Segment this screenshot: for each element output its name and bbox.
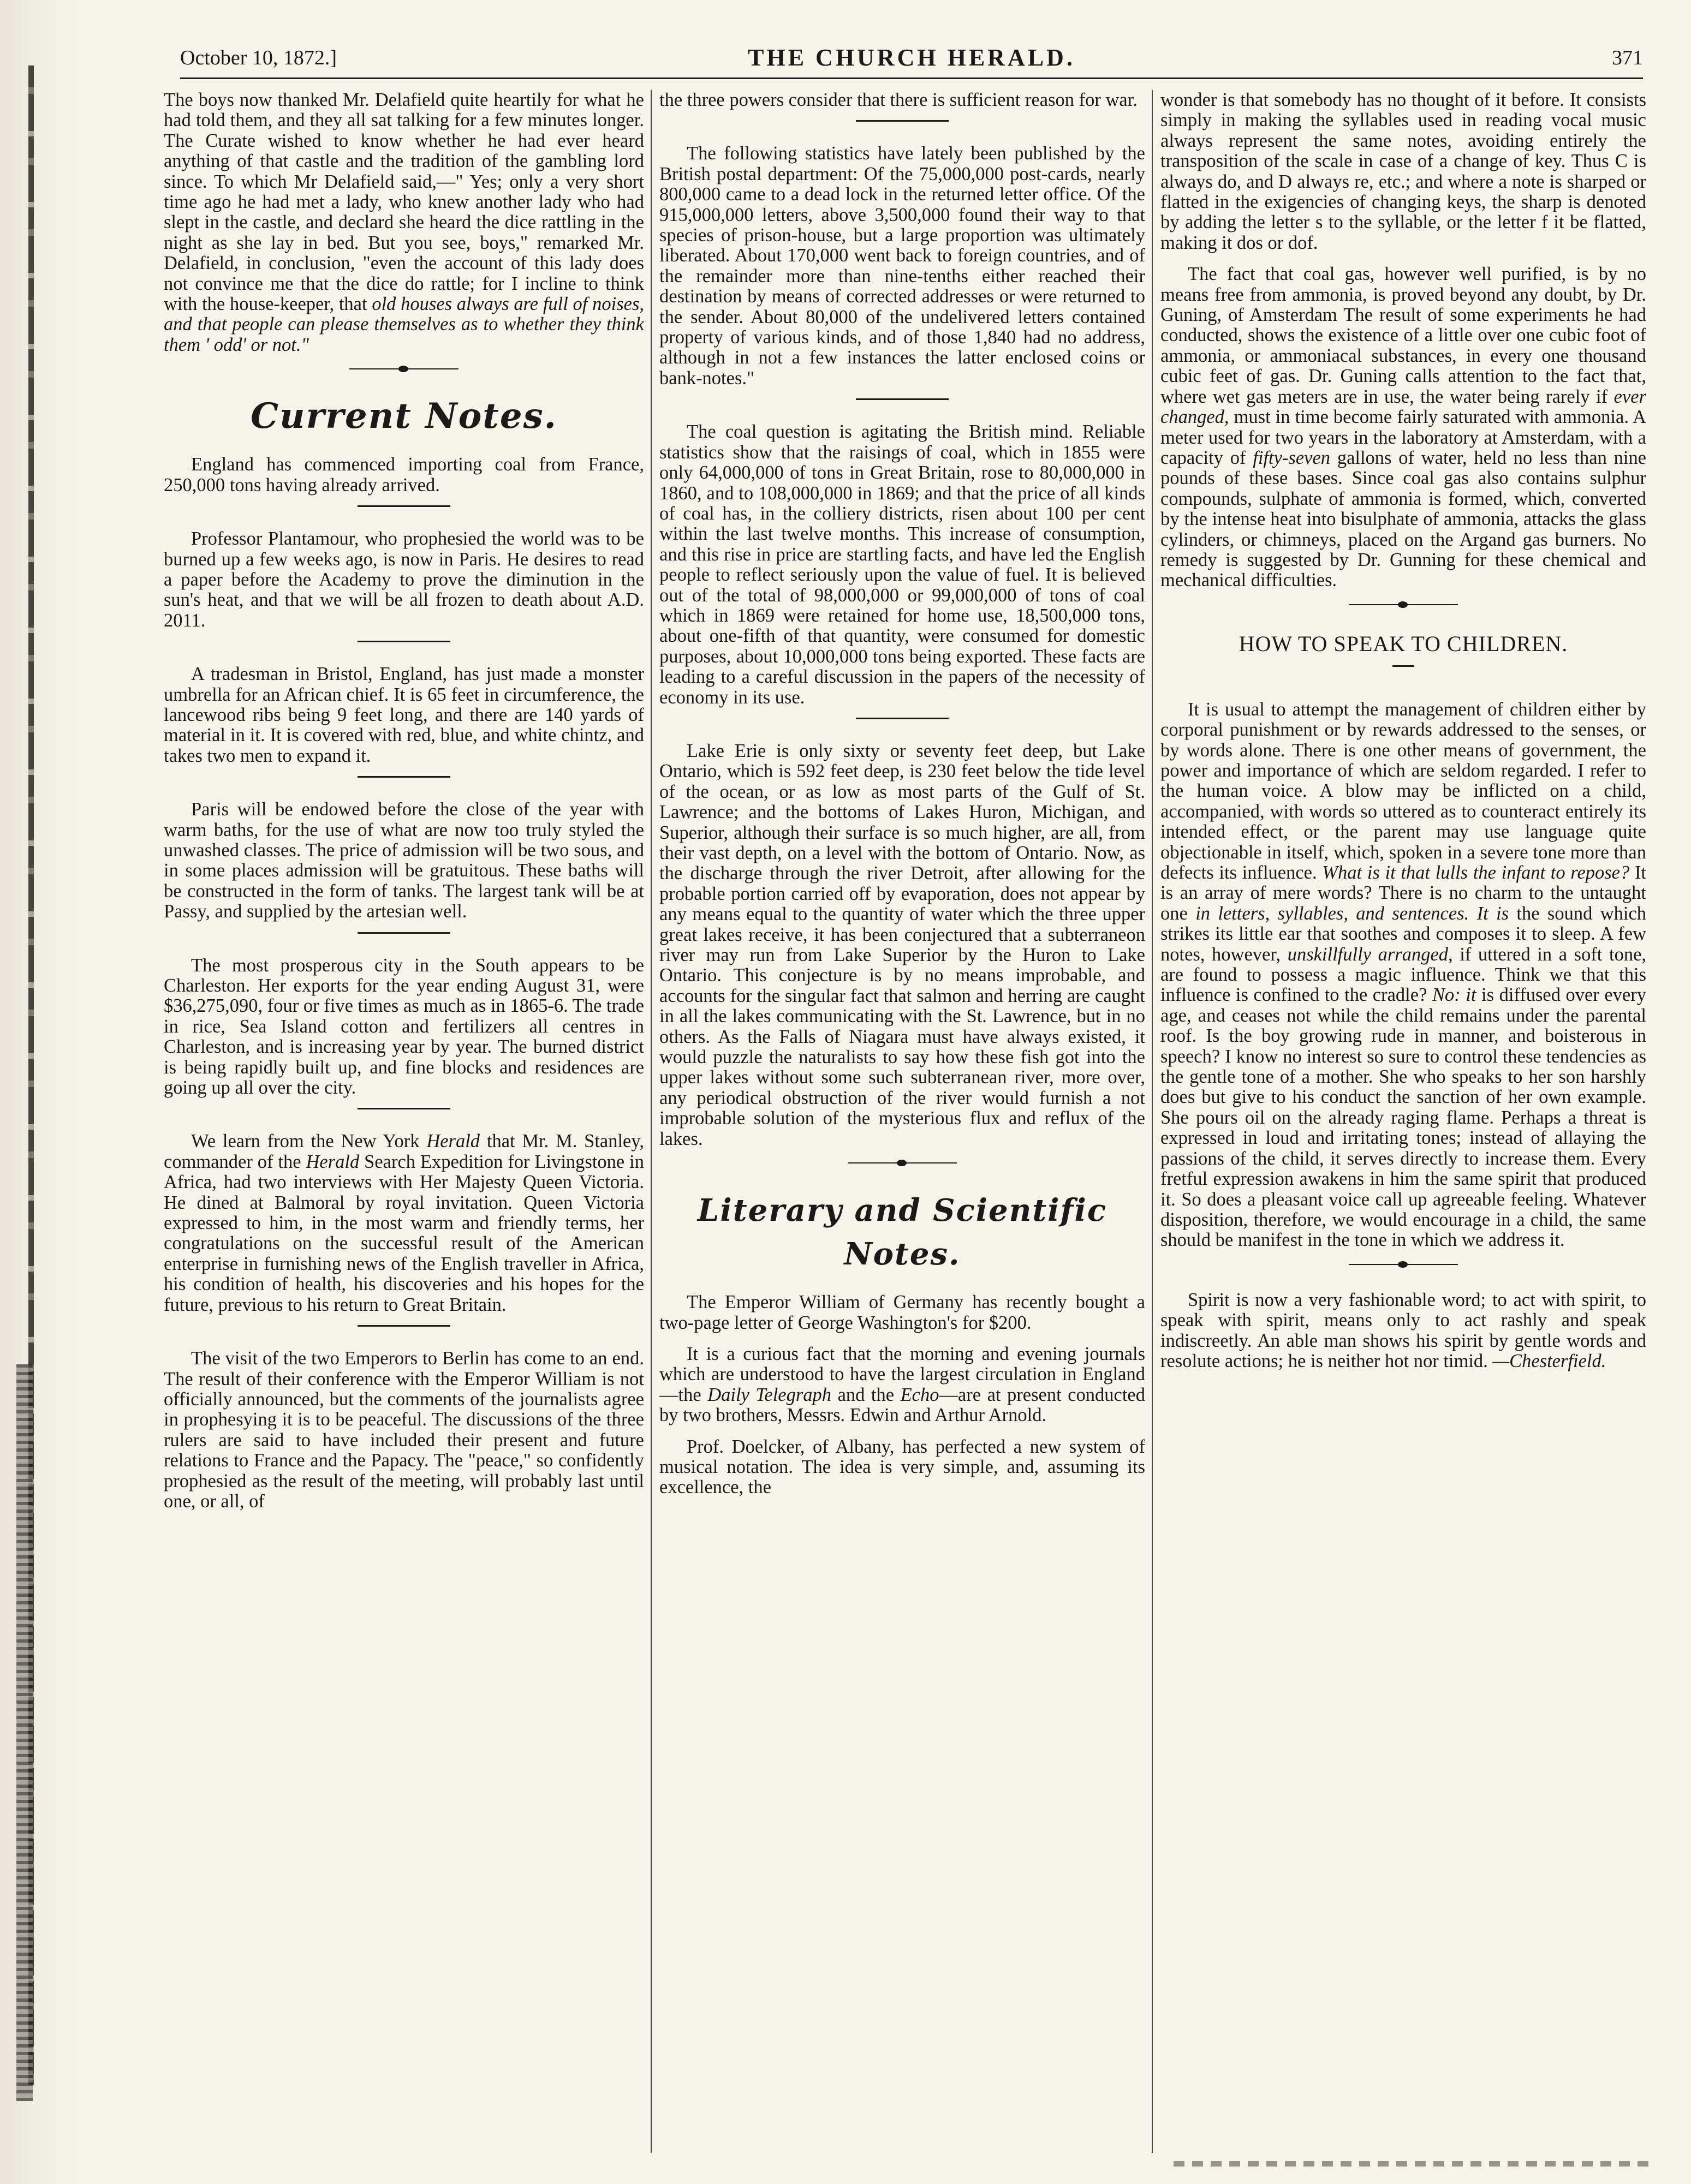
separator-rule [358,1325,450,1327]
article-doelcker: Prof. Doelcker, of Albany, has perfected a new system of musical notation. The idea is very simple, and, assuming its excellence, the [659,1436,1145,1498]
section-heading-current-notes: Current Notes. [251,396,557,437]
separator-ornament [1349,1261,1458,1268]
article-emperors-continued: the three powers consider that there is sufficient reason for war. [659,90,1138,110]
article-coal-gas: The fact that coal gas, however well purified, is by no means free from ammonia, is proved beyond any doubt, by Dr. Guning, of Amsterdam The result of some experiments he had conducted, shows the existence of a little over one cubic foot of ammonia, or ammoniacal substances, in every one thousand cubic feet of gas. Dr. Guning calls attention to the fact that, where wet gas meters are in use, the water being rarely if ever changed, must in time become fairly saturated with ammonia. A meter used for two years in the laboratory at Amsterdam, with a capacity of fifty-seven gallons of water, held no less than nine pounds of these bases. Since coal gas also contains sulphur compounds, sulphate of ammonia is formed, which, converted by the intense heat into bisulphate of ammonia, attacks the glass cylinders, or chimneys, placed on the Argand gas burners. No remedy is suggested by Dr. Gunning for these chemical and mechanical difficulties. [1160,264,1646,591]
article-plantamour: Professor Plantamour, who prophesied the world was to be burned up a few weeks ago, is now in Paris. He desires to read a paper before the Academy to prove the diminution in the sun's heat, and that we will be all frozen to death about A.D. 2011. [164,528,644,631]
article-speak-to-children: It is usual to attempt the management of children either by corporal punishment or by rewards addressed to the senses, or by words alone. There is one other means of government, the power and importance of which are seldom regarded. I refer to the human voice. A blow may be inflicted on a child, accompanied, with words so uttered as to counteract entirely its intended effect, or the parent may use language quite objectionable in itself, which, spoken in a severe tone more than defects its influence. What is it that lulls the infant to repose? It is an array of mere words? There is no charm to the untaught one in letters, syllables, and sentences. It is the sound which strikes its little ear that soothes and composes it to sleep. A few notes, however, unskillfully arranged, if uttered in a soft tone, are found to possess a magic influence. Think we that this influence is confined to the cradle? No: it is diffused over every age, and ceases not while the child remains under the parental roof. Is the boy growing rude in manner, and boisterous in speech? I know no interest so sure to control these tendencies as the gentle tone of a mother. She who speaks to her son harshly does but give to his conduct the sanction of her own example. She pours oil on the already raging flame. Perhaps a threat is expressed in loud and irritating tones; instead of allaying the passions of the child, it serves directly to increase them. Every fretful expression awakens in him the same spirit that produced it. So does a pleasant voice call up agreeable feeling. Whatever disposition, therefore, we would encourage in a child, the same should be manifest in the tone in which we address it. [1160,699,1646,1251]
separator-rule [358,641,450,642]
separator-rule [358,776,450,778]
article-paris-baths: Paris will be endowed before the close of the year with warm baths, for the use of what are now too truly styled the unwashed classes. The price of admission will be two sous, and in some places admission will be gratuitous. These baths will be constructed in the form of tanks. The largest tank will be at Passy, and supplied by the artesian well. [164,799,644,922]
separator-rule [856,120,949,122]
article-emperor-william-letter: The Emperor William of Germany has recently bought a two-page letter of George Washington's for $200. [659,1292,1145,1333]
separator-ornament [848,1159,957,1167]
article-charleston: The most prosperous city in the South appears to be Charleston. Her exports for the year ending August 31, were $36,275,090, four or five times as much as in 1865-6. The trade in rice, Sea Island cotton and fertilizers all centres in Charleston, and is increasing year by year. The burned district is being rapidly built up, and fine blocks and residences are going up all over the city. [164,954,644,1099]
column-2 [659,90,1145,2153]
column-divider-2 [1152,90,1153,2153]
section-heading-literary-scientific: Literary and Scientific Notes. [698,1192,1107,1273]
article-coal-question: The coal question is agitating the British mind. Reliable statistics show that the raisings of coal, which in 1855 were only 64,000,000 of tons in Great Britain, rose to 80,000,000 in 1860, and to 108,000,000 in 1869; and that the price of all kinds of coal has, in the colliery districts, risen about 100 per cent within the last twelve months. This increase of consumption, and this rise in price are startling facts, and have led the English people to reflect seriously upon the value of fuel. It is believed out of the total of 98,000,000 or 99,000,000 of tons of coal which in 1869 were retained for home use, 18,500,000 tons, about one-fifth of that quantity, were consumed for domestic purposes, about 10,000,000 tons being exported. These facts are leading to a careful discussion in the papers of the necessity of economy in its use. [659,421,1145,708]
article-lake-erie: Lake Erie is only sixty or seventy feet deep, but Lake Ontario, which is 592 feet deep, is 230 feet below the tide level of the ocean, or as low as most parts of the Gulf of St. Lawrence; and the bottoms of Lakes Huron, Michigan, and Superior, although their surface is so much higher, are all, from their vast depth, on a level with the bottom of Ontario. Now, as the discharge through the river Detroit, after allowing for the probable portion carried off by evaporation, does not appear by any means equal to the quantity of water which the three upper great lakes receive, it has been conjectured that a subterraneon river may run from Lake Superior by the Huron to Lake Ontario. This conjecture is by no means improbable, and accounts for the singular fact that salmon and herring are caught in all the lakes communicating with the St. Lawrence, but in no others. As the Falls of Niagara must have always existed, it would puzzle the naturalists to say how these fish got into the upper lakes without some such subterranean river, more over, any periodical obstruction of the river would furnish a not improbable solution of the mysterious flux and reflux of the lakes. [659,740,1145,1149]
book-binding-edge [0,0,82,2184]
article-notation-continued: wonder is that somebody has no thought of it before. It consists simply in making the syllables used in reading vocal music always represent the same notes, avoiding entirely the transposition of the scale in case of a change of key. Thus C is always do, and D always re, etc.; and where a note is sharped or flatted in the exigencies of changing keys, the sharp is denoted by adding the letter s to the syllable, or the letter f it be flatted, making it dos or dof. [1160,90,1646,253]
quote-author: —Chesterfield. [1492,1350,1606,1371]
story-conclusion [164,90,644,355]
print-artifact [1174,2161,1654,2167]
separator-rule [856,398,949,400]
separator-ornament [349,365,459,373]
article-spirit-quote: Spirit is now a very fashionable word; to act with spirit, to speak with spirit, means only to act rashly and speak indiscreetly. An able man shows his spirit by gentle words and resolute actions; he is neither hot nor timid. —Chesterfield. [1160,1289,1646,1371]
column-3 [1160,90,1646,2153]
newspaper-title: THE CHURCH HERALD. [748,44,1075,71]
page-number: 371 [1612,46,1643,69]
section-heading-children: HOW TO SPEAK TO CHILDREN. [1239,631,1568,656]
story-text: The boys now thanked Mr. Delafield quite heartily for what he had told them, and they all sat talking for a few minutes longer. The Curate wished to know whether he had ever heard anything of that castle and the tradition of the gambling lord since. To which Mr Delafield said,—" Yes; only a very short time ago he had met a lady, who knew another lady who had slept in the castle, and declard she heard the dice rattling in the night as she lay in bed. But you see, boys," remarked Mr. Delafield, in conclusion, "even the account of this lady does not convince me that the dice do rattle; for I incline to think with the house-keeper, that [164,90,644,315]
issue-date: October 10, 1872.] [180,46,337,69]
article-postal-statistics: The following statistics have lately been published by the British postal department: Of the 75,000,000 post-cards, nearly 800,000 came to a dead lock in the returned letter office. Of the 915,000,000 letters, above 3,500,000 found their way to that species of prison-house, but a large proportion was ultimately liberated. About 170,000 went back to foreign countries, and of the remainder more than nine-tenths either reached their destination by means of corrected addresses or were returned to the sender. About 80,000 of the undelivered letters contained property of various kinds, and of those 1,840 had no address, although in not a few instances the latter enclosed coins or bank-notes." [659,143,1145,389]
separator-ornament [1349,601,1458,608]
separator-rule [358,505,450,507]
binding-stitching [16,1364,33,2101]
heading-rule [1392,665,1414,667]
story-text-italic: old houses always are full of noises, and that people can please themselves as to whether they think them ' odd' or not." [164,294,644,355]
article-umbrella: A tradesman in Bristol, England, has just made a monster umbrella for an African chief. It is 65 feet in circumference, the lancewood ribs being 9 feet long, and there are 140 yards of material in it. It is covered with red, blue, and white chintz, and takes two men to expand it. [164,664,644,766]
header-rule [180,77,1643,79]
article-coal-import: England has commenced importing coal from France, 250,000 tons having already arrived. [164,454,644,496]
separator-rule [358,932,450,934]
article-stanley: We learn from the New York Herald that Mr. M. Stanley, commander of the Herald Search Expedition for Livingstone in Africa, had two interviews with Her Majesty Queen Victoria. He dined at Balmoral by royal invitation. Queen Victoria expressed to him, in the most warm and friendly terms, her congratulations on the successful result of the American enterprise in furnishing news of the English traveller in Africa, his condition of health, his discoveries and his hopes for the future, previous to his return to Great Britain. [164,1131,644,1315]
article-emperors-visit: The visit of the two Emperors to Berlin has come to an end. The result of their conference with the Emperor William is not officially announced, but the comments of the journalists agree in prophesying it is to be peaceful. The discussions of the three rulers are said to have included their present and future relations to France and the Papacy. The "peace," so confidently prophesied as the result of the meeting, will probably last until one, or all, of [164,1348,644,1512]
separator-rule [856,718,949,719]
article-journals: It is a curious fact that the morning and evening journals which are understood to have the largest circulation in England—the Daily Telegraph and the Echo—are at present conducted by two brothers, Messrs. Edwin and Arthur Arnold. [659,1343,1145,1426]
page-header [180,38,1643,76]
separator-rule [358,1108,450,1109]
column-divider-1 [651,90,652,2153]
column-1 [164,90,644,2153]
